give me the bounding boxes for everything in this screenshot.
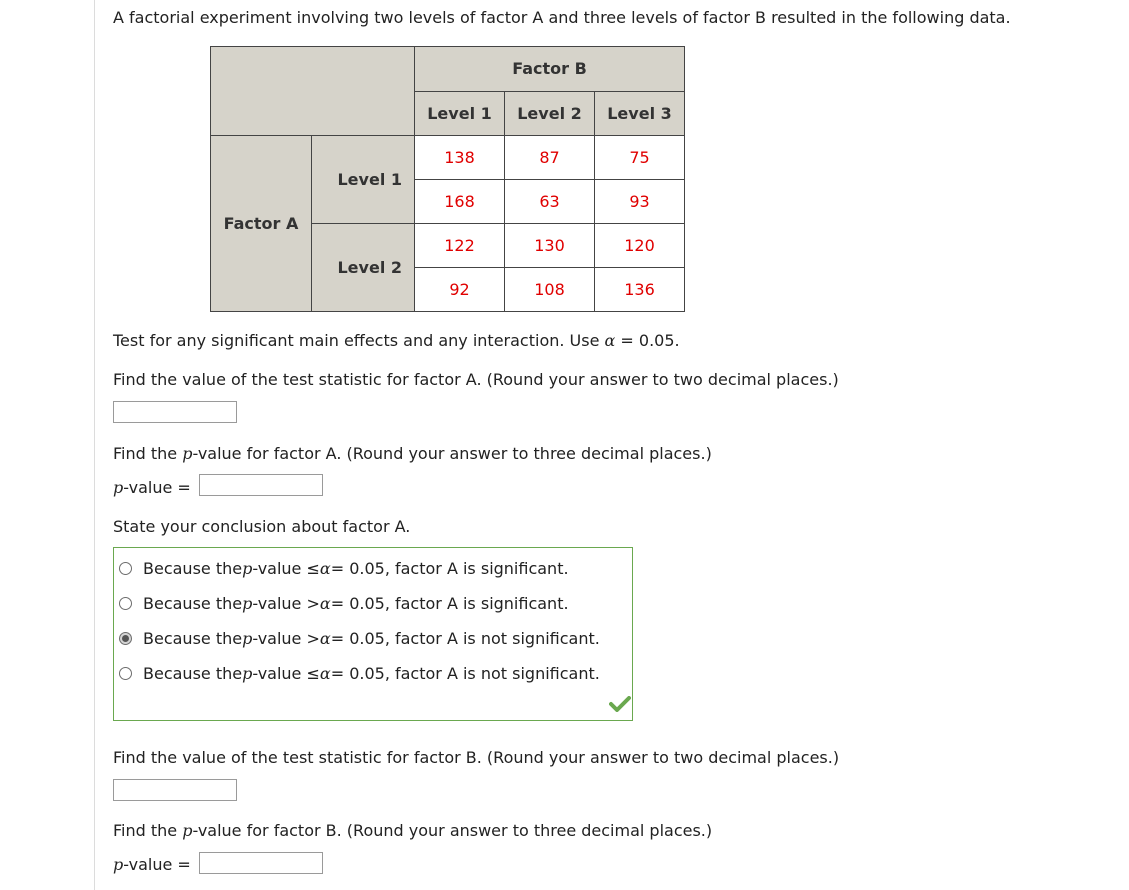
col-level-3: Level 3 — [595, 91, 685, 136]
question-pvalue-a: Find the p-value for factor A. (Round your answer to three decimal places.) — [113, 444, 712, 463]
factor-a-header: Factor A — [211, 136, 312, 312]
radio-option-1[interactable] — [119, 562, 132, 575]
col-level-1: Level 1 — [415, 91, 505, 136]
pvalue-b-label: p-value = — [113, 855, 191, 874]
question-conclusion: State your conclusion about factor A. — [113, 517, 411, 536]
row-level-1: Level 1 — [312, 136, 415, 224]
check-icon — [609, 696, 631, 712]
cell-a2-b1-r1: 122 — [415, 224, 505, 268]
question-pvalue-b: Find the p-value for factor B. (Round your answer to three decimal places.) — [113, 821, 713, 840]
factor-b-header: Factor B — [415, 47, 685, 92]
conclusion-option-1[interactable]: Because the p -value ≤ α = 0.05, factor A is significant. — [119, 557, 569, 579]
cell-a1-b3-r1: 75 — [595, 136, 685, 180]
test-instruction: Test for any significant main effects and any interaction. Use α = 0.05. — [113, 331, 680, 350]
intro-text: A factorial experiment involving two levels of factor A and three levels of factor B resulted in the following data. — [113, 8, 1011, 27]
radio-option-4[interactable] — [119, 667, 132, 680]
question-stat-a: Find the value of the test statistic for factor A. (Round your answer to two decimal places.) — [113, 370, 839, 389]
conclusion-choices — [113, 547, 633, 721]
cell-a1-b2-r1: 87 — [505, 136, 595, 180]
pvalue-b-input[interactable] — [199, 852, 323, 874]
cell-a1-b1-r2: 168 — [415, 180, 505, 224]
conclusion-option-3[interactable]: Because the p -value > α = 0.05, factor A is not significant. — [119, 627, 600, 649]
cell-a1-b3-r2: 93 — [595, 180, 685, 224]
col-level-2: Level 2 — [505, 91, 595, 136]
pvalue-a-input[interactable] — [199, 474, 323, 496]
radio-option-2[interactable] — [119, 597, 132, 610]
page-left-rule — [94, 0, 95, 890]
cell-a1-b2-r2: 63 — [505, 180, 595, 224]
cell-a1-b1-r1: 138 — [415, 136, 505, 180]
radio-option-3-selected[interactable] — [119, 632, 132, 645]
row-level-2: Level 2 — [312, 224, 415, 312]
conclusion-option-4[interactable]: Because the p -value ≤ α = 0.05, factor A is not significant. — [119, 662, 600, 684]
conclusion-option-2[interactable]: Because the p -value > α = 0.05, factor A is significant. — [119, 592, 569, 614]
cell-a2-b2-r2: 108 — [505, 268, 595, 312]
cell-a2-b2-r1: 130 — [505, 224, 595, 268]
cell-a2-b1-r2: 92 — [415, 268, 505, 312]
data-table — [210, 46, 685, 312]
pvalue-a-label: p-value = — [113, 478, 191, 497]
question-stat-b: Find the value of the test statistic for factor B. (Round your answer to two decimal places.) — [113, 748, 840, 767]
cell-a2-b3-r1: 120 — [595, 224, 685, 268]
alpha-symbol: α — [604, 331, 616, 350]
cell-a2-b3-r2: 136 — [595, 268, 685, 312]
table-corner — [211, 47, 415, 136]
stat-a-input[interactable] — [113, 401, 237, 423]
stat-b-input[interactable] — [113, 779, 237, 801]
